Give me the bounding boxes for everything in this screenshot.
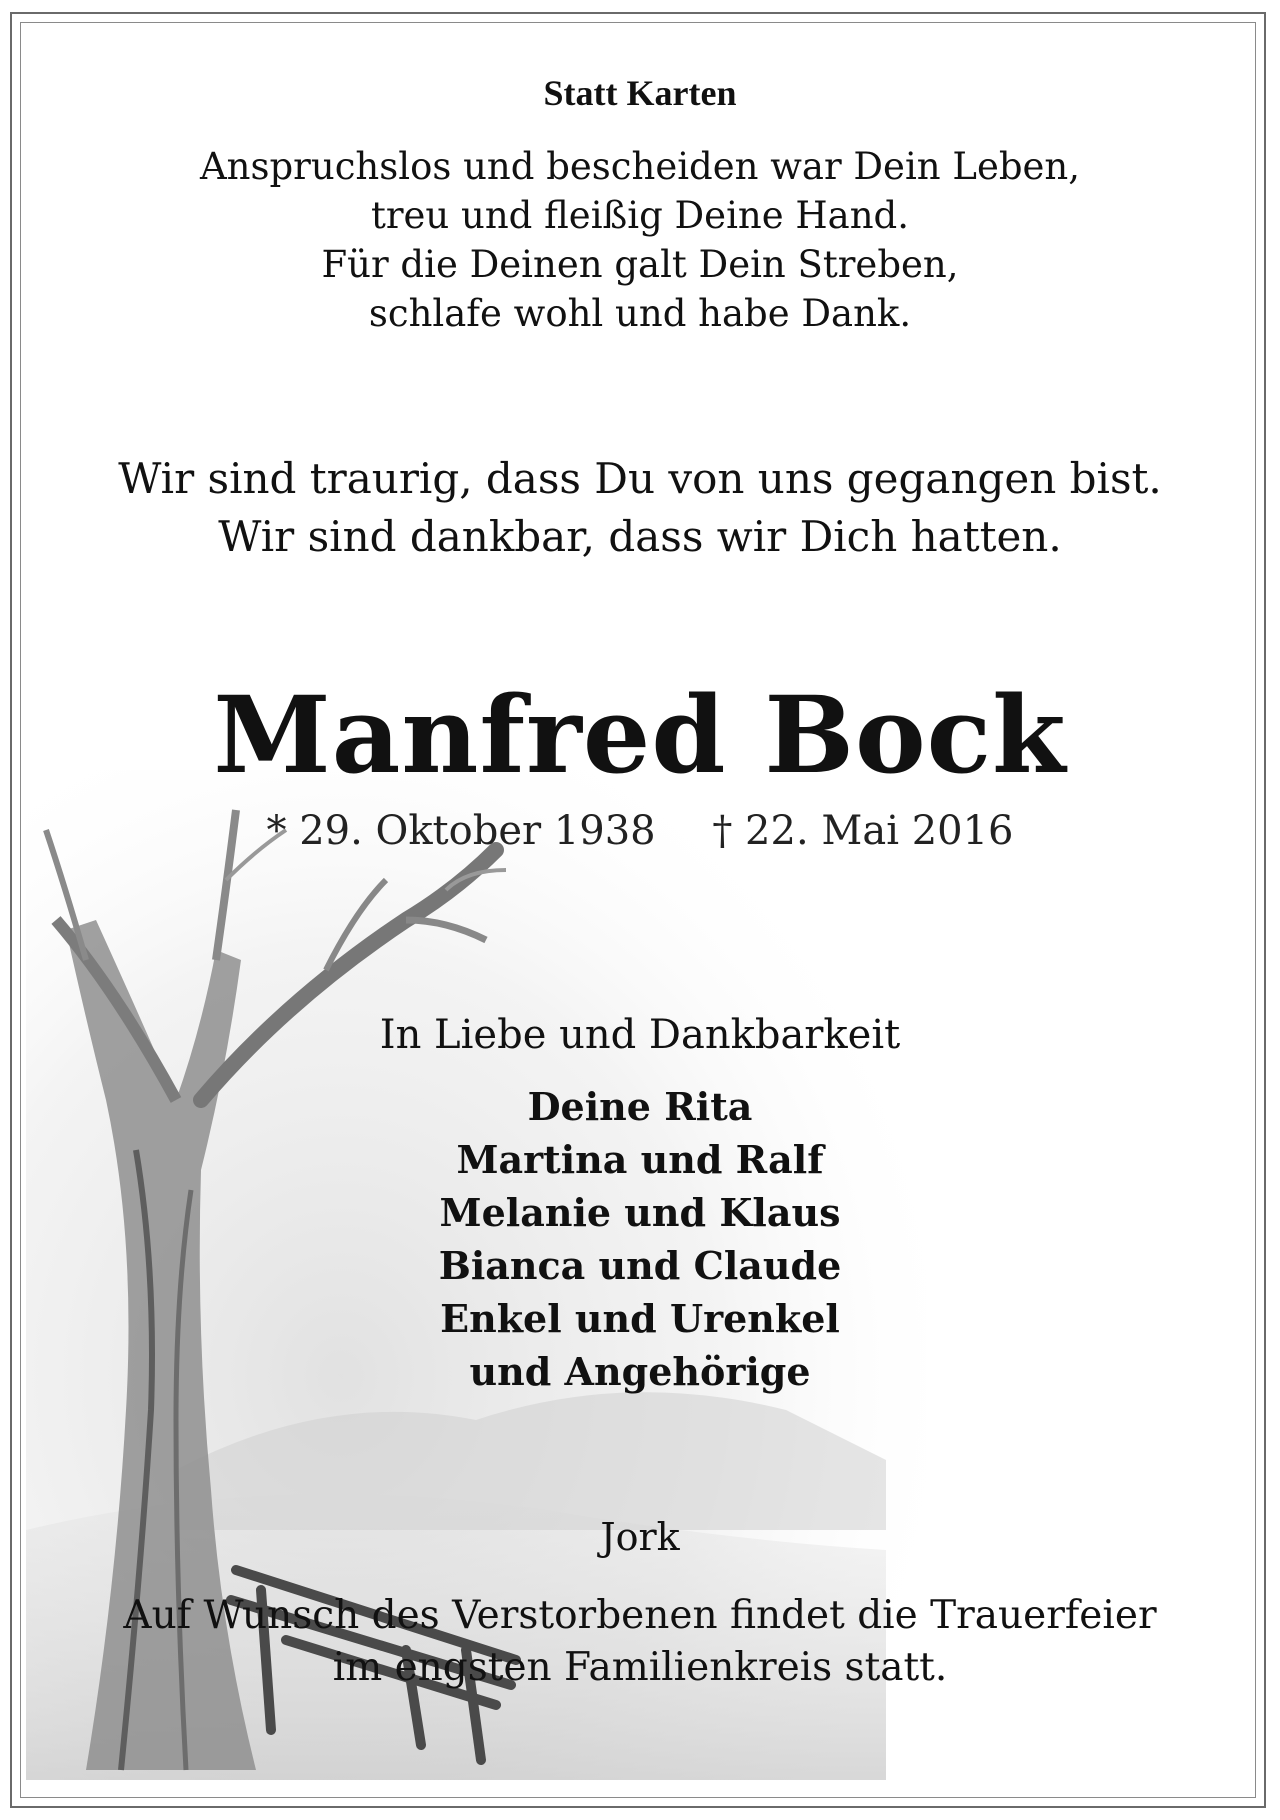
mourning-line: Wir sind dankbar, dass wir Dich hatten. — [218, 512, 1062, 561]
poem-line: Für die Deinen galt Dein Streben, — [321, 243, 959, 286]
family-member: Deine Rita — [527, 1084, 753, 1129]
heading-statt-karten: Statt Karten — [543, 73, 737, 113]
note-line: im engsten Familienkreis statt. — [332, 1645, 948, 1690]
note-line: Auf Wunsch des Verstorbenen findet die Trauerfeier — [123, 1593, 1157, 1638]
family-member: Bianca und Claude — [438, 1243, 842, 1288]
love-line: In Liebe und Dankbarkeit — [379, 1012, 901, 1058]
birth-date: * 29. Oktober 1938 — [266, 808, 656, 854]
death-date: † 22. Mai 2016 — [712, 808, 1014, 854]
family-member: Martina und Ralf — [456, 1137, 824, 1182]
mourning-text — [0, 450, 1280, 566]
poem-line: Anspruchslos und bescheiden war Dein Leben, — [199, 145, 1081, 188]
deceased-name: Manfred Bock — [213, 672, 1067, 797]
family-member: und Angehörige — [469, 1349, 811, 1394]
funeral-note — [0, 1590, 1280, 1694]
poem-line: treu und fleißig Deine Hand. — [370, 194, 910, 237]
family-list — [0, 1080, 1280, 1398]
mourning-line: Wir sind traurig, dass Du von uns gegangen bist. — [118, 454, 1162, 503]
family-member: Enkel und Urenkel — [440, 1296, 840, 1341]
family-member: Melanie und Klaus — [439, 1190, 841, 1235]
life-dates — [0, 808, 1280, 854]
place: Jork — [600, 1515, 680, 1559]
poem-line: schlafe wohl und habe Dank. — [368, 292, 912, 335]
poem — [0, 142, 1280, 338]
